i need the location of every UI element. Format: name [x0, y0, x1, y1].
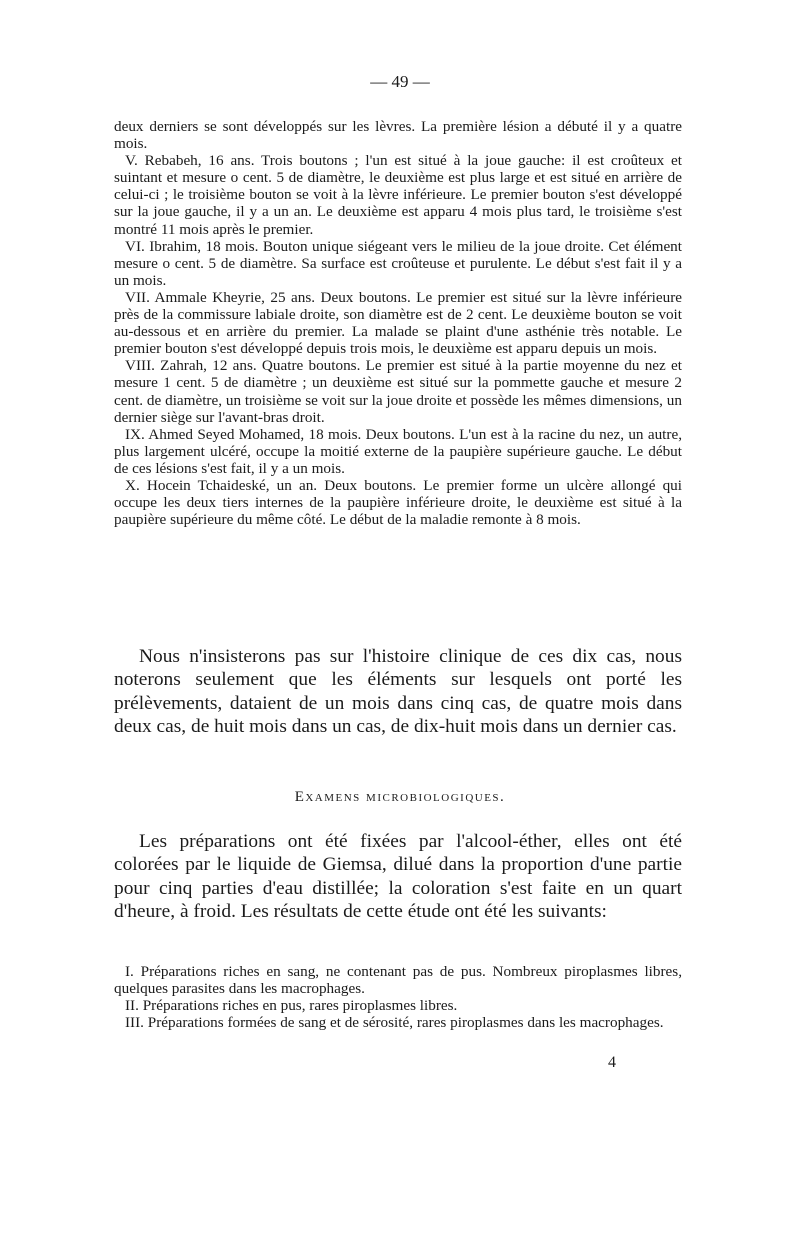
case-paragraph: deux derniers se sont développés sur les lèvres. La première lésion a débuté il y a quatre mois.	[114, 118, 682, 153]
case-paragraph: VIII. Zahrah, 12 ans. Quatre boutons. Le premier est situé à la partie moyenne du nez et mesure 1 cent. 5 de diamètre ; un deuxième est situé sur la pommette gauche et mesure 2 cent. de diamètre, un troisième se voit sur la joue droite et possède les mêmes dimensions, un dernier siège sur l'avant-bras droit.	[114, 357, 682, 426]
result-paragraph: III. Préparations formées de sang et de sérosité, rares piroplasmes dans les macrophages.	[125, 1014, 664, 1032]
summary-paragraph: Nous n'insisterons pas sur l'histoire clinique de ces dix cas, nous noterons seulement que les éléments sur lesquels ont porté les prélèvements, dataient de un mois dans cinq cas, de quatre mois dans deux cas, de huit mois dans un cas, de dix-huit mois dans un dernier cas.	[114, 646, 682, 737]
signature-mark: 4	[608, 1054, 616, 1071]
methods-section	[114, 830, 682, 923]
case-list	[114, 118, 682, 528]
case-paragraph: X. Hocein Tchaideské, un an. Deux boutons. Le premier forme un ulcère allongé qui occupe les deux tiers internes de la paupière inférieure droite, le deuxième est situé à la paupière supérieure du même côté. Le début de la maladie remonte à 8 mois.	[114, 476, 682, 529]
case-paragraph: IX. Ahmed Seyed Mohamed, 18 mois. Deux boutons. L'un est à la racine du nez, un autre, plus largement ulcéré, occupe la moitié externe de la paupière supérieure gauche. Le début de ces lésions s'est fait, il y a un mois.	[114, 425, 682, 477]
result-paragraph: II. Préparations riches en pus, rares piroplasmes libres.	[125, 997, 458, 1015]
case-paragraph: VII. Ammale Kheyrie, 25 ans. Deux boutons. Le premier est situé sur la lèvre inférieure près de la commissure labiale droite, son diamètre est de 2 cent. Le deuxième bouton se voit au-dessous et en arrière du premier. La malade se plaint d'une asthénie très notable. Le premier bouton s'est développé depuis trois mois, le deuxième est apparu depuis un mois.	[114, 288, 682, 358]
case-paragraph: VI. Ibrahim, 18 mois. Bouton unique siégeant vers le milieu de la joue droite. Cet élément mesure o cent. 5 de diamètre. Sa surface est croûteuse et purulente. Le début s'est fait il y a un mois.	[114, 237, 682, 289]
summary-section	[114, 645, 682, 738]
result-paragraph: I. Préparations riches en sang, ne contenant pas de pus. Nombreux piroplasmes libres, quelques parasites dans les macrophages.	[114, 963, 682, 998]
methods-paragraph: Les préparations ont été fixées par l'alcool-éther, elles ont été colorées par le liquide de Giemsa, dilué dans la proportion d'une partie pour cinq parties d'eau distillée; la coloration s'est faite en un quart d'heure, à froid. Les résultats de cette étude ont été les suivants:	[114, 831, 682, 922]
section-heading: Examens microbiologiques.	[294, 789, 506, 805]
case-paragraph: V. Rebabeh, 16 ans. Trois boutons ; l'un est situé à la joue gauche: il est croûteux et suintant et mesure o cent. 5 de diamètre, le deuxième est plus large et est situé en arrière de celui-ci ; le troisième bouton se voit à la lèvre inférieure. Le premier bouton s'est développé sur la joue gauche, il y a un an. Le deuxième est apparu 4 mois plus tard, le troisième s'est montré 11 mois après le premier.	[114, 152, 682, 238]
page-number: — 49 —	[370, 72, 430, 91]
results-list	[114, 963, 682, 1031]
